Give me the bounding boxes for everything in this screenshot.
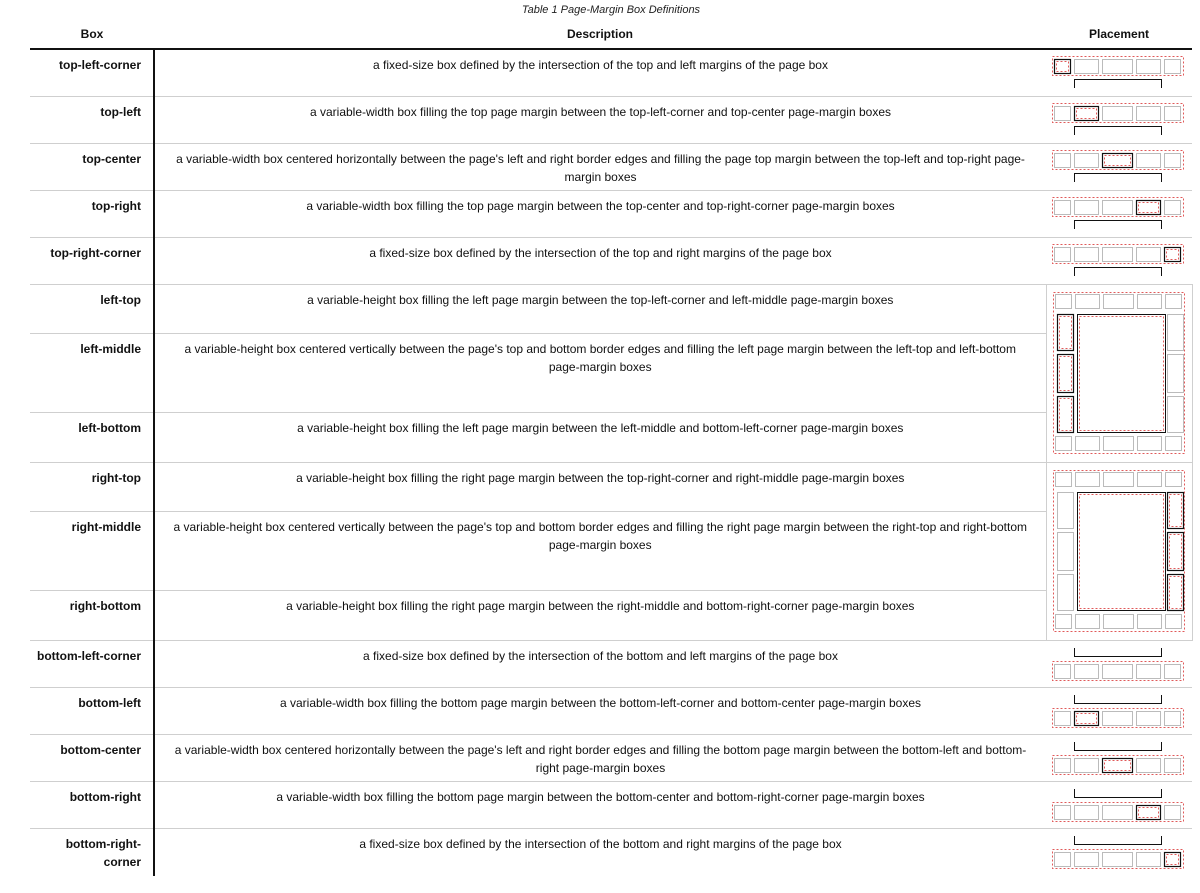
box-name: top-right-corner xyxy=(30,237,154,284)
box-name: top-left-corner xyxy=(30,49,154,96)
page-area xyxy=(1078,315,1166,433)
box-description: a variable-width box filling the bottom page margin between the bottom-center and bottom-right-corner page-margin boxes xyxy=(154,781,1046,828)
margin-box xyxy=(1056,615,1072,629)
box-name: left-top xyxy=(30,284,154,333)
page-bottom-edge xyxy=(1075,836,1162,845)
margin-box xyxy=(1075,60,1099,74)
margin-box xyxy=(1055,153,1071,167)
box-description: a fixed-size box defined by the intersection of the bottom and left margins of the page box xyxy=(154,640,1046,687)
placement-diagram xyxy=(1046,734,1192,781)
highlighted-margin-inner xyxy=(1170,535,1182,569)
table-header-row xyxy=(30,19,1192,49)
table-row xyxy=(30,412,1192,462)
table-row xyxy=(30,511,1192,590)
header-placement: Placement xyxy=(1046,19,1192,49)
box-name: bottom-left xyxy=(30,687,154,734)
margin-box xyxy=(1168,355,1184,393)
margin-box xyxy=(1138,437,1162,451)
margin-box xyxy=(1166,437,1182,451)
margin-box xyxy=(1055,805,1071,819)
box-description: a fixed-size box defined by the intersection of the top and left margins of the page box xyxy=(373,58,828,72)
highlighted-margin-inner xyxy=(1077,713,1097,723)
header-description: Description xyxy=(154,19,1046,49)
margin-box xyxy=(1055,711,1071,725)
margin-box xyxy=(1055,664,1071,678)
placement-diagram xyxy=(1046,640,1192,687)
placement-diagram xyxy=(1046,687,1192,734)
box-name: left-bottom xyxy=(30,412,154,462)
margin-box xyxy=(1104,473,1134,487)
box-name: left-middle xyxy=(30,333,154,412)
table-row xyxy=(30,828,1192,876)
margin-box xyxy=(1165,106,1181,120)
table-row xyxy=(30,781,1192,828)
box-name: bottom-left-corner xyxy=(30,640,154,687)
margin-box xyxy=(1103,200,1133,214)
highlighted-margin-inner xyxy=(1060,317,1072,349)
table-row xyxy=(30,143,1192,190)
margin-box xyxy=(1165,805,1181,819)
page-margin-box-table xyxy=(30,19,1193,876)
margin-box xyxy=(1104,295,1134,309)
page-content-outline xyxy=(1080,317,1164,431)
page-top-edge xyxy=(1075,267,1162,276)
box-description: a variable-height box filling the right page margin between the top-right-corner and right-middle page-margin boxes xyxy=(154,462,1046,511)
margin-box xyxy=(1076,615,1100,629)
table-row xyxy=(30,237,1192,284)
page-content-outline xyxy=(1080,495,1164,609)
box-description: a variable-width box filling the bottom page margin between the bottom-left-corner and bottom-center page-margin boxes xyxy=(154,687,1046,734)
placement-diagram xyxy=(1046,143,1192,190)
margin-box xyxy=(1137,852,1161,866)
margin-box xyxy=(1168,397,1184,433)
margin-box xyxy=(1058,493,1074,529)
margin-box xyxy=(1165,758,1181,772)
margin-box xyxy=(1076,295,1100,309)
box-description: a variable-height box filling the left page margin between the left-middle and bottom-left-corner page-margin boxes xyxy=(154,412,1046,462)
margin-box xyxy=(1103,664,1133,678)
margin-box xyxy=(1075,852,1099,866)
margin-box xyxy=(1075,153,1099,167)
margin-box xyxy=(1056,473,1072,487)
table-row xyxy=(30,49,1192,96)
page-top-edge xyxy=(1075,220,1162,229)
margin-box xyxy=(1103,60,1133,74)
margin-box xyxy=(1165,664,1181,678)
placement-diagram-left xyxy=(1046,284,1192,462)
table-row xyxy=(30,590,1192,640)
box-description: a variable-width box filling the top page margin between the top-center and top-right-corner page-margin boxes xyxy=(154,190,1046,237)
box-description: a variable-width box filling the top page margin between the top-left-corner and top-center page-margin boxes xyxy=(154,96,1046,143)
table-row xyxy=(30,190,1192,237)
table-row xyxy=(30,284,1192,333)
highlighted-margin-inner xyxy=(1139,807,1159,817)
box-name: right-middle xyxy=(30,511,154,590)
highlighted-margin-inner xyxy=(1060,357,1072,391)
margin-box xyxy=(1165,60,1181,74)
page-top-edge xyxy=(1075,126,1162,135)
page-bottom-edge xyxy=(1075,648,1162,657)
margin-box xyxy=(1075,664,1099,678)
margin-box xyxy=(1104,437,1134,451)
page-top-edge xyxy=(1075,80,1162,89)
highlighted-margin-inner xyxy=(1105,155,1131,165)
box-name: right-top xyxy=(30,462,154,511)
margin-box xyxy=(1058,533,1074,571)
placement-diagram xyxy=(1046,237,1192,284)
box-description: a variable-height box centered vertically between the page's top and bottom border edges and filling the right page margin between the right-top and right-bottom page-margin boxes xyxy=(154,511,1046,590)
highlighted-margin-inner xyxy=(1139,202,1159,212)
margin-box xyxy=(1137,247,1161,261)
box-description: a variable-height box filling the right page margin between the right-middle and bottom-right-corner page-margin boxes xyxy=(154,590,1046,640)
margin-box xyxy=(1075,247,1099,261)
page-bottom-edge xyxy=(1075,695,1162,704)
placement-diagram xyxy=(1046,96,1192,143)
box-name: top-right xyxy=(30,190,154,237)
box-description: a variable-width box centered horizontally between the page's left and right border edges and filling the page top margin between the top-left and top-right page-margin boxes xyxy=(154,143,1046,190)
margin-box xyxy=(1103,805,1133,819)
table-row xyxy=(30,96,1192,143)
box-description: a fixed-size box defined by the intersection of the bottom and right margins of the page box xyxy=(154,828,1046,876)
page-bottom-edge xyxy=(1075,742,1162,751)
margin-box xyxy=(1055,852,1071,866)
box-name: bottom-right xyxy=(30,781,154,828)
margin-box xyxy=(1168,315,1184,351)
table-row xyxy=(30,333,1192,412)
highlighted-margin-inner xyxy=(1060,399,1072,431)
box-description: a fixed-size box defined by the intersection of the top and right margins of the page box xyxy=(154,237,1046,284)
margin-box xyxy=(1076,437,1100,451)
table-row xyxy=(30,687,1192,734)
margin-box xyxy=(1076,473,1100,487)
page-area xyxy=(1078,493,1166,611)
margin-box xyxy=(1137,60,1161,74)
margin-box xyxy=(1055,247,1071,261)
margin-box xyxy=(1138,615,1162,629)
box-name: right-bottom xyxy=(30,590,154,640)
margin-box xyxy=(1075,200,1099,214)
margin-box xyxy=(1165,711,1181,725)
box-name: top-center xyxy=(30,143,154,190)
margin-box xyxy=(1137,106,1161,120)
margin-box xyxy=(1165,153,1181,167)
highlighted-margin-inner xyxy=(1167,249,1179,259)
margin-box xyxy=(1138,473,1162,487)
margin-box xyxy=(1137,664,1161,678)
page-top-edge xyxy=(1075,173,1162,182)
highlighted-margin-inner xyxy=(1077,108,1097,118)
box-description: a variable-height box filling the left page margin between the top-left-corner and left-middle page-margin boxes xyxy=(154,284,1046,333)
margin-box xyxy=(1056,437,1072,451)
placement-diagram xyxy=(1046,190,1192,237)
box-name: bottom-center xyxy=(30,734,154,781)
margin-box xyxy=(1056,295,1072,309)
box-name: bottom-right-corner xyxy=(30,828,154,876)
page-bottom-edge xyxy=(1075,789,1162,798)
table-row xyxy=(30,462,1192,511)
box-description: a variable-width box centered horizontally between the page's left and right border edges and filling the bottom page margin between the bottom-left and bottom-right page-margin boxes xyxy=(154,734,1046,781)
margin-box xyxy=(1104,615,1134,629)
placement-diagram xyxy=(1046,828,1192,876)
table-row xyxy=(30,640,1192,687)
placement-diagram xyxy=(1046,49,1192,96)
placement-diagram xyxy=(1046,781,1192,828)
margin-box xyxy=(1138,295,1162,309)
margin-box xyxy=(1166,473,1182,487)
highlighted-margin-inner xyxy=(1057,62,1069,72)
header-box: Box xyxy=(30,19,154,49)
box-name: top-left xyxy=(30,96,154,143)
margin-box xyxy=(1055,106,1071,120)
margin-box xyxy=(1103,852,1133,866)
table-caption: Table 1 Page-Margin Box Definitions xyxy=(521,4,701,16)
box-description: a variable-height box centered vertically between the page's top and bottom border edges and filling the left page margin between the left-top and left-bottom page-margin boxes xyxy=(154,333,1046,412)
margin-box xyxy=(1166,295,1182,309)
margin-box xyxy=(1103,247,1133,261)
highlighted-margin-inner xyxy=(1105,760,1131,770)
margin-box xyxy=(1075,805,1099,819)
highlighted-margin-inner xyxy=(1170,495,1182,527)
margin-box xyxy=(1055,200,1071,214)
margin-box xyxy=(1103,711,1133,725)
table-row xyxy=(30,734,1192,781)
margin-box xyxy=(1166,615,1182,629)
margin-box xyxy=(1103,106,1133,120)
margin-box xyxy=(1055,758,1071,772)
highlighted-margin-inner xyxy=(1170,577,1182,609)
margin-box xyxy=(1058,575,1074,611)
highlighted-margin-inner xyxy=(1167,854,1179,864)
margin-box xyxy=(1137,153,1161,167)
margin-box xyxy=(1137,711,1161,725)
margin-box xyxy=(1137,758,1161,772)
placement-diagram-right xyxy=(1046,462,1192,640)
margin-box xyxy=(1075,758,1099,772)
margin-box xyxy=(1165,200,1181,214)
